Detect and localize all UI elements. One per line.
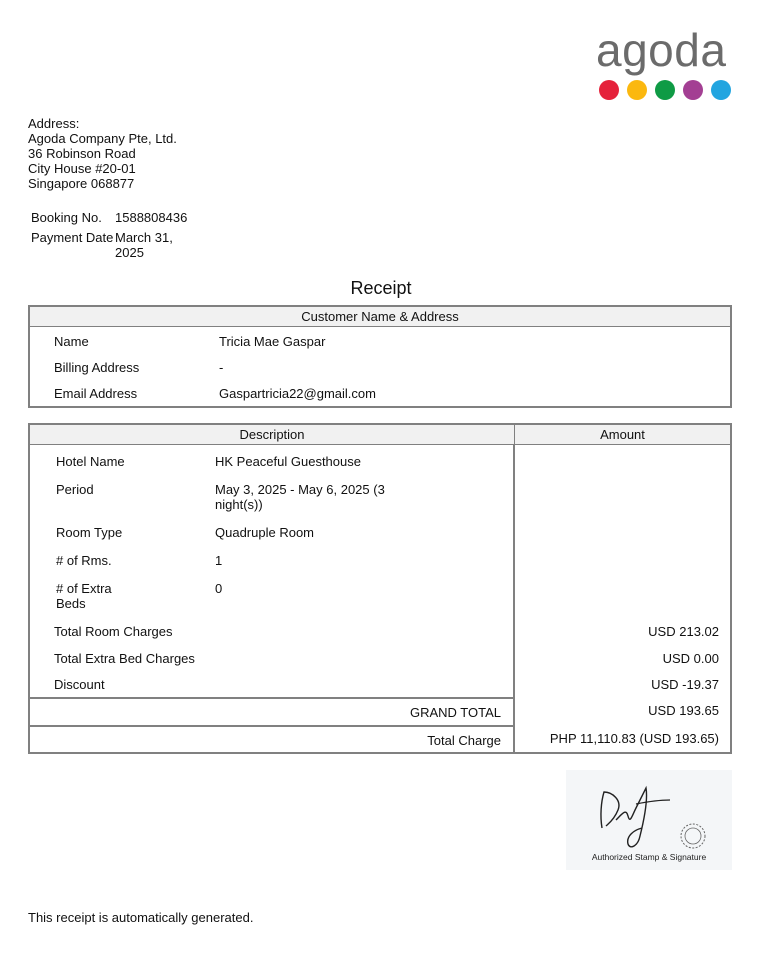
extra-beds-label-line2: Beds bbox=[56, 596, 86, 611]
billing-address-label: Billing Address bbox=[54, 360, 140, 375]
rooms-label: # of Rms. bbox=[56, 553, 112, 568]
company-address bbox=[28, 116, 177, 191]
rooms-value: 1 bbox=[215, 553, 223, 568]
logo-dot-green bbox=[655, 80, 675, 100]
signature-drawing bbox=[566, 770, 732, 850]
billing-address-value: - bbox=[219, 360, 224, 375]
address-line: 36 Robinson Road bbox=[28, 146, 136, 161]
email-address-label: Email Address bbox=[54, 386, 138, 401]
total-charge-label: Total Charge bbox=[427, 733, 501, 748]
amount-header: Amount bbox=[515, 425, 730, 445]
authorized-signature bbox=[566, 770, 732, 870]
logo-dot-yellow bbox=[627, 80, 647, 100]
logo-dot-blue bbox=[711, 80, 731, 100]
extra-beds-label-line1: # of Extra bbox=[56, 581, 112, 596]
logo-dot-red bbox=[599, 80, 619, 100]
column-divider bbox=[513, 444, 515, 754]
address-line: Agoda Company Pte, Ltd. bbox=[28, 131, 177, 146]
signature-caption: Authorized Stamp & Signature bbox=[591, 852, 707, 862]
period-label: Period bbox=[56, 482, 94, 497]
total-charge-value: PHP 11,110.83 (USD 193.65) bbox=[549, 731, 719, 746]
total-extra-bed-charges-value: USD 0.00 bbox=[662, 651, 719, 666]
charges-table bbox=[28, 423, 732, 754]
period-value-line1: May 3, 2025 - May 6, 2025 (3 bbox=[215, 482, 385, 497]
agoda-logo-text: agoda bbox=[596, 24, 727, 76]
address-line: Singapore 068877 bbox=[28, 176, 135, 191]
room-type-value: Quadruple Room bbox=[215, 525, 314, 540]
hotel-name-value: HK Peaceful Guesthouse bbox=[215, 454, 361, 469]
payment-date-line1: March 31, bbox=[115, 230, 173, 245]
total-room-charges-label: Total Room Charges bbox=[54, 624, 173, 639]
booking-no-value: 1588808436 bbox=[115, 210, 188, 225]
receipt-title: Receipt bbox=[350, 278, 412, 298]
discount-label: Discount bbox=[54, 677, 105, 692]
payment-date-label: Payment Date bbox=[31, 230, 114, 245]
period-value-line2: night(s)) bbox=[215, 497, 263, 512]
grand-total-label: GRAND TOTAL bbox=[409, 705, 501, 720]
email-address-value: Gaspartricia22@gmail.com bbox=[219, 386, 376, 401]
description-header: Description bbox=[30, 425, 515, 445]
grand-total-divider bbox=[30, 697, 514, 699]
customer-name-value: Tricia Mae Gaspar bbox=[219, 334, 326, 349]
customer-name-label: Name bbox=[54, 334, 89, 349]
hotel-name-label: Hotel Name bbox=[56, 454, 125, 469]
room-type-label: Room Type bbox=[56, 525, 123, 540]
booking-no-label: Booking No. bbox=[31, 210, 102, 225]
discount-value: USD -19.37 bbox=[651, 677, 719, 692]
total-extra-bed-charges-label: Total Extra Bed Charges bbox=[54, 651, 195, 666]
customer-table bbox=[28, 305, 732, 408]
total-room-charges-value: USD 213.02 bbox=[648, 624, 719, 639]
extra-beds-value: 0 bbox=[215, 581, 223, 596]
customer-table-header: Customer Name & Address bbox=[30, 307, 730, 327]
grand-total-value: USD 193.65 bbox=[648, 703, 719, 718]
total-charge-divider bbox=[30, 725, 514, 727]
footer-note: This receipt is automatically generated. bbox=[28, 910, 254, 925]
address-label: Address: bbox=[28, 116, 80, 131]
payment-date-line2: 2025 bbox=[115, 245, 144, 260]
logo-dot-purple bbox=[683, 80, 703, 100]
address-line: City House #20-01 bbox=[28, 161, 136, 176]
